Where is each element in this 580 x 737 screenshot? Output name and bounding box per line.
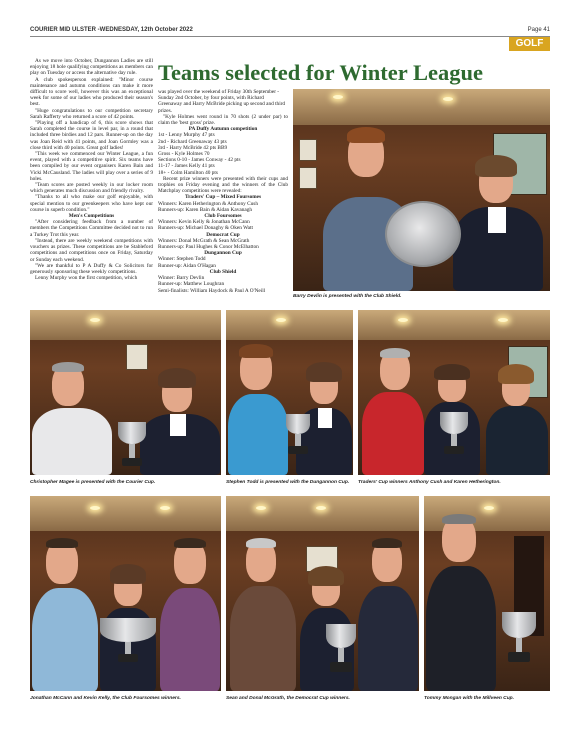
caption-courier-cup: Christopher Magee is presented with the Courier Cup. [30, 480, 156, 485]
result-line: Winners: Karen Hetherington & Anthony Cush [158, 200, 258, 207]
paragraph: "This week we commenced our Winter League, a fun event, played with a competitive spirit. Six teams have been compiled by our event organisers Karen Bain and Vicki McCausland. The ladies will play over a series of 9 holes. [30, 151, 153, 182]
person-hair [372, 538, 402, 548]
honours-board [126, 344, 148, 370]
person-hair [52, 362, 84, 372]
ceiling [30, 310, 221, 340]
result-line: Winners: Donal McGrath & Sean McGrath [158, 237, 250, 244]
masthead-rule [30, 36, 550, 37]
person-body [32, 588, 98, 691]
shirt-collar [170, 414, 186, 436]
subheading-traders: Traders' Cup – Mixed Foursomes [184, 194, 262, 201]
caption-main-photo: Barry Devlin is presented with the Club Shield. [293, 294, 402, 299]
ceiling [30, 496, 221, 531]
subheading-democrat: Democrat Cup [206, 231, 240, 238]
photo-traders-cup [358, 310, 550, 475]
millveen-cup-trophy [502, 612, 536, 638]
person-hair [442, 514, 476, 524]
person-hair [174, 538, 206, 548]
person-body [160, 588, 220, 691]
result-line: 3rd - Harry McBride 42 pts BB9 [158, 144, 228, 151]
photo-millveen-cup [424, 496, 550, 691]
result-line: Winner: Barry Devlin [158, 275, 205, 282]
ceiling [226, 310, 353, 340]
caption-traders-cup: Traders' Cup winners Anthony Cush and Karen Hetherington. [358, 480, 501, 485]
photo-democrat-cup [226, 496, 419, 691]
person-body [228, 394, 288, 475]
person-hair [246, 538, 276, 548]
result-line: Sections 0-10 - James Conway - 42 pts [158, 157, 241, 164]
person-body [362, 392, 424, 475]
trophy-base [122, 458, 142, 466]
result-line: Runners-up: Karen Bain & Aidan Kavanagh [158, 206, 252, 213]
paragraph: "Playing off a handicap of 6, this score shows that Sarah completed the course in level par, in a round that included three birdies and 12 pars. Runner-up on the day was Joan Reid with 41 points, and Joan Gormley was a close third with 40 points. Great golf ladies! [30, 120, 153, 151]
paragraph: "After considering feedback from a number of members the Competitions Committee decided not to run a Turkey Trot this year. [30, 219, 153, 238]
ceiling-light [398, 318, 408, 322]
article-column-2 [158, 89, 288, 299]
ceiling-light [160, 506, 170, 510]
traders-cup-trophy [440, 412, 468, 434]
person-hair [308, 566, 344, 586]
person-hair [347, 127, 385, 143]
photo-club-foursomes [30, 496, 221, 691]
trophy-base [330, 662, 352, 672]
paragraph: Lenny Murphy won the first competition, which [35, 275, 138, 282]
trophy-stem [516, 638, 522, 652]
result-line: Gross - Kyle Holmes 70 [158, 151, 210, 158]
result-line: Winners: Kevin Kelly & Jonathan McCann [158, 219, 250, 226]
ceiling-light [498, 318, 508, 322]
ceiling-light [484, 506, 494, 510]
result-line: 2nd - Richard Greenaway 43 pts [158, 138, 227, 145]
paragraph: A club spokesperson explained: "Minor course maintenance and autumn conditions can make it more difficult to score well, however this was an exceptional week for some of our ladies who produced their season's best. [30, 76, 153, 108]
caption-dungannon-cup: Stephen Todd is presented with the Dungannon Cup. [226, 480, 350, 485]
result-line: 18+ - Colm Hamilton 40 pts [158, 169, 218, 176]
paragraph: "Team scores are posted weekly in our locker room which generates much discussion and friendly rivalry. [30, 182, 153, 195]
person-hair [46, 538, 78, 548]
paragraph: As we move into October, Dungannon Ladies are still enjoying 18 hole qualifying competitions as members can play on Tuesday or access the alternative day rule. [30, 58, 153, 77]
caption-club-foursomes: Jonathan McCann and Kevin Kelly, the Club Foursomes winners. [30, 696, 181, 701]
result-line: Semi-finalists: William Haydock & Paul A O'Neill [158, 287, 266, 294]
paragraph: "We are thankful to P A Duffy & Co Solicitors for generously sponsoring these weekly competitions. [30, 262, 153, 275]
ceiling-light [333, 95, 343, 99]
result-line: Winner: Stephen Todd [158, 256, 206, 263]
person-body [300, 608, 354, 691]
person-hair [306, 362, 342, 382]
ceiling [226, 496, 419, 531]
result-line: Runner-up: Aidan O'Hagan [158, 262, 216, 269]
photo-dungannon-cup [226, 310, 353, 475]
trophy-stem [338, 648, 344, 662]
trophy-base [444, 446, 464, 454]
person-body [230, 586, 296, 691]
trophy-stem [295, 434, 301, 446]
photo-club-shield [293, 89, 550, 291]
person-body [426, 566, 496, 691]
article-column-1 [30, 58, 153, 298]
subheading-foursomes: Club Foursomes [204, 213, 242, 220]
person-body [486, 406, 548, 475]
trophy-base [118, 654, 138, 662]
trophy-base [508, 652, 530, 662]
caption-millveen-cup: Tommy Mongan with the Millveen Cup. [424, 696, 515, 701]
person-body [32, 408, 112, 475]
photo-courier-cup [30, 310, 221, 475]
paragraph: "Thanks to all who make our golf enjoyable, with special mention to our greenkeepers who have kept our course in superb condition." [30, 194, 153, 213]
ceiling-light [90, 506, 100, 510]
person-hair [380, 348, 410, 358]
trophy-stem [451, 434, 457, 446]
result-line: Runners-up: Paul Hughes & Conor McElhatton [158, 244, 259, 251]
ceiling-light [256, 506, 266, 510]
honours-board [299, 167, 317, 189]
ceiling-light [316, 506, 326, 510]
trophy-base [288, 446, 308, 454]
ceiling-light [90, 318, 100, 322]
ceiling-light [276, 318, 286, 322]
result-line: Runner-up: Matthew Loughran [158, 281, 225, 288]
section-tag: GOLF [509, 37, 550, 51]
trophy-stem [125, 642, 131, 654]
result-line: 11-17 - James Kelly 41 pts [158, 163, 215, 170]
person-hair [475, 155, 517, 177]
person-hair [110, 564, 146, 584]
person-hair [434, 364, 470, 380]
paragraph: "Instead, there are weekly weekend competitions with vouchers as prizes. These competitions are be Stableford competitions and competitions once on Friday, Saturday or Sunday each weekend. [30, 237, 153, 263]
result-line: Runners-up: Michael Donaghy & Oken Watt [158, 225, 253, 232]
shirt-collar [488, 207, 506, 233]
publication-line: COURIER MID ULSTER -WEDNESDAY, 12th October 2022 [30, 27, 193, 33]
person-hair [158, 368, 196, 388]
club-shield-trophy [385, 201, 461, 267]
dungannon-cup-trophy [286, 414, 310, 434]
caption-democrat-cup: Sean and Donal McGrath, the Democrat Cup winners. [226, 696, 350, 701]
paragraph: was played over the weekend of Friday 30th September - Sunday 2nd October, by four points, with Richard Greenaway and Harry McBride picking up second and third prizes. [158, 89, 286, 114]
shirt-collar [318, 408, 332, 428]
ceiling [293, 89, 550, 125]
trophy-stem [129, 444, 135, 458]
person-body [358, 586, 418, 691]
democrat-cup-trophy [326, 624, 356, 648]
page-number: Page 41 [527, 27, 550, 33]
headline: Teams selected for Winter League [158, 60, 483, 85]
honours-board [299, 139, 317, 161]
subheading-dungannon: Dungannon Cup [204, 250, 242, 257]
ceiling-light [443, 97, 453, 101]
foursomes-trophy [100, 618, 156, 642]
person-hair [498, 364, 534, 384]
subheading-mens: Men's Competitions [68, 213, 115, 220]
result-line: 1st - Lenny Murphy 47 pts [158, 132, 215, 139]
paragraph: "Kyle Holmes went round in 70 shots (2 under par) to claim the 'best gross' prize. [158, 113, 288, 127]
subheading-duffy: PA Duffy Autumn competition [188, 126, 258, 133]
paragraph: "Huge congratulations to our competition secretary Sarah Rafferty who returned a score of 42 points. [30, 107, 153, 120]
paragraph: Recent prize winners were presented with their cups and trophies on Friday evening and the winners of the Club Matchplay competitions were revealed: [158, 175, 288, 195]
ceiling [358, 310, 550, 340]
courier-cup-trophy [118, 422, 146, 444]
subheading-shield: Club Shield [209, 268, 237, 275]
person-hair [239, 344, 273, 358]
